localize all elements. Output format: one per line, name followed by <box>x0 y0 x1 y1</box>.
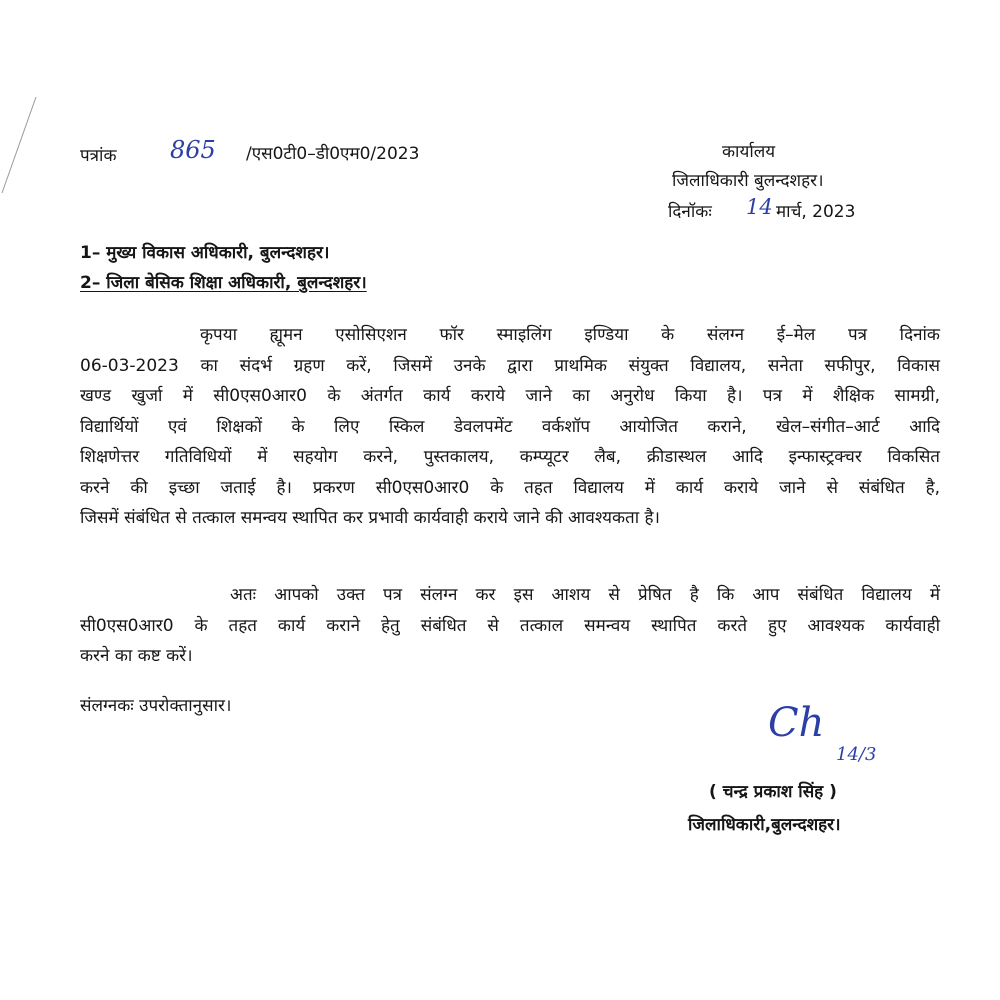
ref-suffix: /एस0टी0–डी0एम0/2023 <box>246 144 420 164</box>
office-line2: जिलाधिकारी बुलन्दशहर। <box>672 171 824 191</box>
para1-line: 06-03-2023 का संदर्भ ग्रहण करें, जिसमें उनके द्वारा प्राथमिक संयुक्त विद्यालय, सनेता सफीपुर, विकास <box>80 355 940 376</box>
para2-line: सी0एस0आर0 के तहत कार्य कराने हेतु संबंधित से तत्काल समन्वय स्थापित करते हुए आवश्यक कार्यवाही <box>80 615 940 636</box>
date-label: दिनॉकः <box>668 202 712 222</box>
para2-line: अतः आपको उक्त पत्र संलग्न कर इस आशय से प्रेषित है कि आप संबंधित विद्यालय में <box>230 585 940 605</box>
recipient-1: 1– मुख्य विकास अधिकारी, बुलन्दशहर। <box>80 243 330 263</box>
para1-line: विद्यार्थियों एवं शिक्षकों के लिए स्किल डेवलपमेंट वर्कशॉप आयोजित कराने, खेल–संगीत–आर्ट आदि <box>80 416 940 437</box>
signatory-designation: जिलाधिकारी,बुलन्दशहर। <box>688 815 841 835</box>
para2-line: करने का कष्ट करें। <box>80 646 193 666</box>
para1-line: खण्ड खुर्जा में सी0एस0आर0 के अंतर्गत कार्य कराये जाने का अनुरोध किया है। पत्र में शैक्षिक सामग्री, <box>80 386 940 406</box>
signature-date: 14/3 <box>836 744 877 765</box>
ref-label: पत्रांक <box>80 146 117 166</box>
body-paragraph-1 <box>80 320 940 534</box>
date-rest: मार्च, 2023 <box>776 202 856 222</box>
signature-initials: Ch <box>768 700 825 746</box>
office-line1: कार्यालय <box>722 142 776 162</box>
enclosure-note: संलग्नकः उपरोक्तानुसार। <box>80 696 232 716</box>
paper-crease-mark <box>0 95 40 195</box>
para1-line: जिसमें संबंधित से तत्काल समन्वय स्थापित कर प्रभावी कार्यवाही कराये जाने की आवश्यकता है। <box>80 508 660 528</box>
date-day-handwritten: 14 <box>746 195 773 219</box>
signatory-name: ( चन्द्र प्रकाश सिंह ) <box>709 782 837 802</box>
body-paragraph-2 <box>80 580 940 672</box>
recipient-2: 2– जिला बेसिक शिक्षा अधिकारी, बुलन्दशहर। <box>80 273 367 293</box>
para1-line: करने की इच्छा जताई है। प्रकरण सी0एस0आर0 के तहत विद्यालय में कार्य कराये जाने से संबंधित है, <box>80 477 940 498</box>
para1-line: कृपया ह्यूमन एसोसिएशन फॉर स्माइलिंग इण्डिया के संलग्न ई–मेल पत्र दिनांक <box>200 325 940 345</box>
para1-line: शिक्षणेत्तर गतिविधियों में सहयोग करने, पुस्तकालय, कम्प्यूटर लैब, क्रीडास्थल आदि इन्फास्ट्रक्चर विकसित <box>80 447 940 467</box>
ref-number-handwritten: 865 <box>170 136 216 164</box>
